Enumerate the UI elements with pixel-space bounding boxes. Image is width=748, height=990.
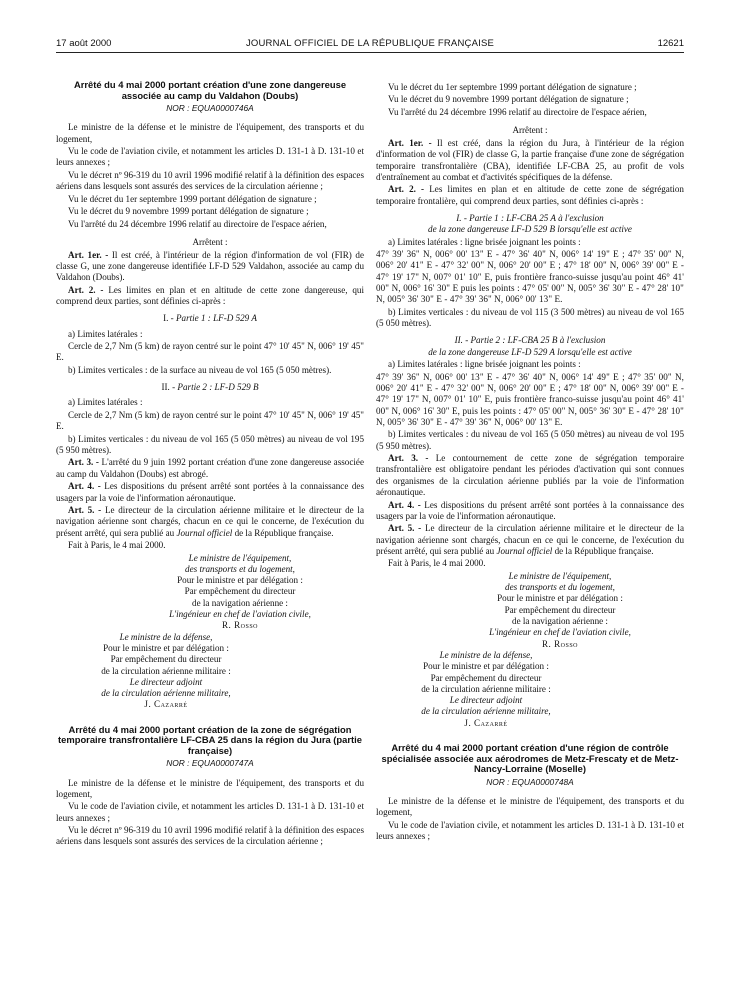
- article-text: Il est créé, à l'intérieur de la région d'information de vol (FIR) de classe G, une zone dangereuse identifiée LF-D 529 Valdahon, associée au camp du Valdahon (Doubs).: [56, 249, 364, 283]
- para: Vu l'arrêté du 24 décembre 1996 relatif au directoire de l'espace aérien,: [68, 218, 327, 229]
- sig-line: Pour le ministre et par délégation :: [497, 593, 623, 604]
- para: b) Limites verticales : du niveau de vol 165 (5 050 mètres) au niveau de vol 195 (5 950 mètres).: [56, 433, 364, 455]
- sig-line: Par empêchement du directeur: [504, 604, 616, 615]
- article-text: Les dispositions du présent arrêté sont portées à la connaissance des usagers par la voie de l'information aéronautique.: [56, 481, 364, 503]
- arrete-1-title: Arrêté du 4 mai 2000 portant création d'une zone dangereuse associée au camp du Valdahon (Doubs): [73, 79, 347, 101]
- article-text: Les limites en plan et en altitude de cette zone dangereuse, qui comprend deux parties, sont définies ci-après :: [56, 284, 364, 306]
- sig-line: de la circulation aérienne militaire,: [421, 706, 551, 717]
- article-text: Le directeur de la circulation aérienne militaire et le directeur de la navigation aérienne sont chargés, chacun en ce qui le concerne, de l'exécution du présent arrêté, qui sera publié au: [56, 505, 364, 538]
- signature-defense: [376, 650, 596, 729]
- part-title: Partie 2 : LF-D 529 B: [177, 382, 259, 393]
- article-label: Art. 4. -: [388, 499, 421, 510]
- arrete-3-title: Arrêté du 4 mai 2000 portant création d'une région de contrôle spécialisée associée aux aérodromes de Metz-Frescaty et de Metz-Nancy-Lorraine (Moselle): [381, 742, 679, 775]
- para: Vu le décret du 1er septembre 1999 portant délégation de signature ;: [68, 193, 317, 204]
- right-column: [376, 82, 684, 843]
- article-1: [56, 250, 364, 284]
- sig-line: Par empêchement du directeur: [430, 672, 542, 683]
- coordinates: 47° 39' 36" N, 006° 00' 13" E - 47° 36' 40" N, 006° 14' 49" E ; 47° 35' 00" N, 006° 20' 41" E - 47° 32' 00" N, 006° 20' 00" E ; 47° 18' 00" N, 006° 39' 00" E - 47° 19' 17" N, 007° 01' 10" E, puis frontière franco-suisse jusqu'au point 46° 41' 00" N, 006° 16' 30" E, puis les points : 47° 05' 00" N, 005° 36' 30" E - 47° 28' 10" N, 005° 36' 30" E - 47° 39' 36" N, 006° 00' 13" E.: [376, 371, 684, 427]
- para: Vu le décret du 9 novembre 1999 portant délégation de signature ;: [68, 206, 309, 217]
- para: b) Limites verticales : du niveau de vol 115 (3 500 mètres) au niveau de vol 165 (5 050 mètres).: [376, 306, 684, 329]
- part-2-subheading: de la zone dangereuse LF-D 529 A lorsqu'elle est active: [428, 346, 632, 357]
- para: Vu le code de l'aviation civile, et notamment les articles D. 131-1 à D. 131-10 et leurs annexes ;: [56, 146, 364, 168]
- sig-line: Le directeur adjoint: [129, 676, 203, 687]
- part-title: II. - Partie 2 : LF-CBA 25 B à l'exclusion: [454, 335, 606, 346]
- article-text: Les limites en plan et en altitude de cette zone de ségrégation temporaire frontalière, qui comprend deux parties, sont définies ci-après :: [376, 184, 684, 206]
- para: a) Limites latérales :: [68, 328, 143, 339]
- sig-line: Par empêchement du directeur: [110, 654, 222, 665]
- article-1: [376, 138, 684, 183]
- article-4: [376, 500, 684, 523]
- para: a) Limites latérales : ligne brisée joignant les points :: [388, 236, 581, 247]
- para: Vu le décret nº 96-319 du 10 avril 1996 modifié relatif à la définition des espaces aériens dans lesquels sont assurés des services de la circulation aérienne ;: [56, 825, 364, 847]
- signatory-name: R. Rosso: [221, 620, 259, 631]
- header-date: 17 août 2000: [56, 38, 112, 49]
- sig-line: Le ministre de l'équipement,: [188, 552, 292, 563]
- para: Vu le décret du 1er septembre 1999 portant délégation de signature ;: [388, 82, 637, 92]
- article-label: Art. 2. -: [68, 284, 104, 295]
- signature-equipement: [436, 571, 684, 650]
- article-label: Art. 1er. -: [388, 137, 432, 148]
- article-3: [56, 457, 364, 480]
- part-2-heading: [56, 382, 364, 393]
- fait-a-paris: Fait à Paris, le 4 mai 2000.: [388, 558, 486, 569]
- header-rule: [56, 52, 684, 53]
- article-text: Le contournement de cette zone de ségrégation temporaire transfrontalière est obligatoire pendant les périodes d'activation qui sont connues des organismes de la circulation aérienne publiés par la voie de l'information aéronautique.: [376, 453, 684, 498]
- sig-line: Le directeur adjoint: [449, 695, 523, 706]
- part-2-heading: [376, 335, 684, 346]
- sig-line: de la circulation aérienne militaire :: [421, 683, 551, 694]
- part-title: Partie 1 : LF-D 529 A: [175, 313, 257, 324]
- para: Vu l'arrêté du 24 décembre 1996 relatif au directoire de l'espace aérien,: [388, 106, 647, 117]
- part-prefix: I. -: [163, 313, 174, 324]
- para: Le ministre de la défense et le ministre de l'équipement, des transports et du logement,: [376, 795, 684, 818]
- part-1-heading: [56, 313, 364, 324]
- article-label: Art. 2. -: [388, 184, 425, 195]
- arrete-3-nor: [376, 777, 684, 788]
- article-label: Art. 4. -: [68, 481, 101, 492]
- page-header: [56, 38, 684, 52]
- para: Le ministre de la défense et le ministre de l'équipement, des transports et du logement,: [56, 777, 364, 799]
- article-label: Art. 1er. -: [68, 249, 109, 260]
- part-1-subheading: de la zone dangereuse LF-D 529 B lorsqu'elle est active: [428, 224, 632, 235]
- sig-line: de la circulation aérienne militaire,: [101, 688, 231, 699]
- para: a) Limites latérales :: [68, 397, 143, 408]
- article-label: Art. 5. -: [68, 505, 102, 516]
- article-5: [56, 505, 364, 539]
- coordinates: 47° 39' 36" N, 006° 00' 13" E - 47° 36' 40" N, 006° 14' 19" E ; 47° 35' 00" N, 006° 20' 41" E - 47° 32' 00" N, 006° 20' 00" E ; 47° 18' 00" N, 006° 39' 00" E - 47° 19' 17" N, 007° 01' 10" E, puis frontière franco-suisse jusqu'au point 46° 41' 00" N, 006° 16' 30" E puis les points : 47° 05' 00" N, 005° 36' 30" E - 47° 28' 10" N, 005° 36' 30" E - 47° 39' 36" N, 006° 00' 13" E.: [376, 249, 684, 305]
- sig-line: L'ingénieur en chef de l'aviation civile,: [489, 627, 631, 638]
- part-title: I. - Partie 1 : LF-CBA 25 A à l'exclusion: [456, 212, 604, 223]
- sig-line: Le ministre de l'équipement,: [508, 570, 612, 581]
- arretent: Arrêtent :: [192, 237, 228, 248]
- part-prefix: II. -: [161, 382, 176, 393]
- journal-officiel: Journal officiel: [496, 545, 553, 556]
- arrete-2-title: Arrêté du 4 mai 2000 portant création de la zone de ségrégation temporaire transfrontalière LF-CBA 25 dans la région du Jura (partie française): [58, 723, 362, 756]
- para: Cercle de 2,7 Nm (5 km) de rayon centré sur le point 47° 10' 45" N, 006° 19' 45" E.: [56, 409, 364, 432]
- sig-line: des transports et du logement,: [505, 582, 615, 593]
- sig-line: de la navigation aérienne :: [512, 616, 608, 627]
- journal-title: JOURNAL OFFICIEL DE LA RÉPUBLIQUE FRANÇAISE: [245, 38, 495, 49]
- page-number: 12621: [657, 38, 684, 49]
- para: Vu le code de l'aviation civile, et notamment les articles D. 131-1 à D. 131-10 et leurs annexes ;: [56, 801, 364, 823]
- sig-line: de la circulation aérienne militaire :: [101, 665, 231, 676]
- nor-code: NOR : EQUA0000747A: [166, 758, 254, 769]
- para: Cercle de 2,7 Nm (5 km) de rayon centré sur le point 47° 10' 45" N, 006° 19' 45" E.: [56, 341, 364, 363]
- article-text: de la République française.: [554, 545, 654, 556]
- fait-a-paris: Fait à Paris, le 4 mai 2000.: [68, 540, 166, 551]
- arrete-2-nor: [56, 758, 364, 769]
- article-text: Le directeur de la circulation aérienne militaire et le directeur de la navigation aérienne sont chargés, chacun en ce qui le concerne, de l'exécution du présent arrêté, qui sera publié au: [376, 523, 684, 556]
- signatory-name: J. Cazarré: [464, 717, 508, 728]
- sig-line: Le ministre de la défense,: [439, 649, 533, 660]
- signatory-name: J. Cazarré: [144, 699, 188, 710]
- left-column: [56, 80, 364, 849]
- para: a) Limites latérales : ligne brisée joignant les points :: [388, 359, 581, 370]
- signature-equipement: [116, 553, 364, 632]
- para: Vu le décret nº 96-319 du 10 avril 1996 modifié relatif à la définition des espaces aériens dans lesquels sont assurés des services de la circulation aérienne ;: [56, 169, 364, 192]
- nor-code: NOR : EQUA0000746A: [166, 103, 254, 113]
- article-4: [56, 481, 364, 504]
- article-text: L'arrêté du 9 juin 1992 portant création d'une zone dangereuse associée au camp du Valdahon (Doubs) est abrogé.: [56, 457, 364, 479]
- para: Vu le décret du 9 novembre 1999 portant délégation de signature ;: [388, 94, 629, 105]
- sig-line: des transports et du logement,: [185, 563, 295, 574]
- article-label: Art. 5. -: [388, 523, 422, 534]
- sig-line: Pour le ministre et par délégation :: [177, 575, 303, 586]
- article-2: [56, 285, 364, 308]
- article-5: [376, 523, 684, 557]
- para: Le ministre de la défense et le ministre de l'équipement, des transports et du logement,: [56, 122, 364, 144]
- para: Vu le code de l'aviation civile, et notamment les articles D. 131-1 à D. 131-10 et leurs annexes ;: [376, 819, 684, 841]
- journal-officiel: Journal officiel: [176, 527, 233, 538]
- sig-line: Pour le ministre et par délégation :: [423, 661, 549, 672]
- signature-defense: [56, 632, 276, 711]
- arretent: Arrêtent :: [512, 125, 548, 136]
- sig-line: Par empêchement du directeur: [184, 586, 296, 597]
- arrete-1-nor: [56, 103, 364, 114]
- article-label: Art. 3. -: [388, 453, 429, 464]
- signatory-name: R. Rosso: [541, 638, 579, 649]
- article-3: [376, 453, 684, 498]
- article-text: de la République française.: [234, 527, 334, 538]
- sig-line: L'ingénieur en chef de l'aviation civile,: [169, 609, 311, 620]
- sig-line: de la navigation aérienne :: [192, 597, 288, 608]
- article-label: Art. 3. -: [68, 457, 99, 468]
- nor-code: NOR : EQUA0000748A: [486, 776, 574, 787]
- article-text: Il est créé, dans la région du Jura, à l'intérieur de la région d'information de vol (FIR) de classe G, la partie française d'une zone de ségrégation temporaire transfrontalière (CBA), identifiée LF-CBA 25, au profit de vols d'entraînement au combat et d'activités spécifiques de la défense.: [376, 137, 684, 182]
- sig-line: Pour le ministre et par délégation :: [103, 642, 229, 653]
- para: b) Limites verticales : de la surface au niveau de vol 165 (5 050 mètres).: [68, 364, 332, 375]
- sig-line: Le ministre de la défense,: [119, 631, 213, 642]
- article-text: Les dispositions du présent arrêté sont portées à la connaissance des usagers par la voie de l'information aéronautique.: [376, 499, 684, 521]
- part-1-heading: [376, 213, 684, 224]
- para: b) Limites verticales : du niveau de vol 165 (5 050 mètres) au niveau de vol 195 (5 950 mètres).: [376, 429, 684, 451]
- article-2: [376, 184, 684, 207]
